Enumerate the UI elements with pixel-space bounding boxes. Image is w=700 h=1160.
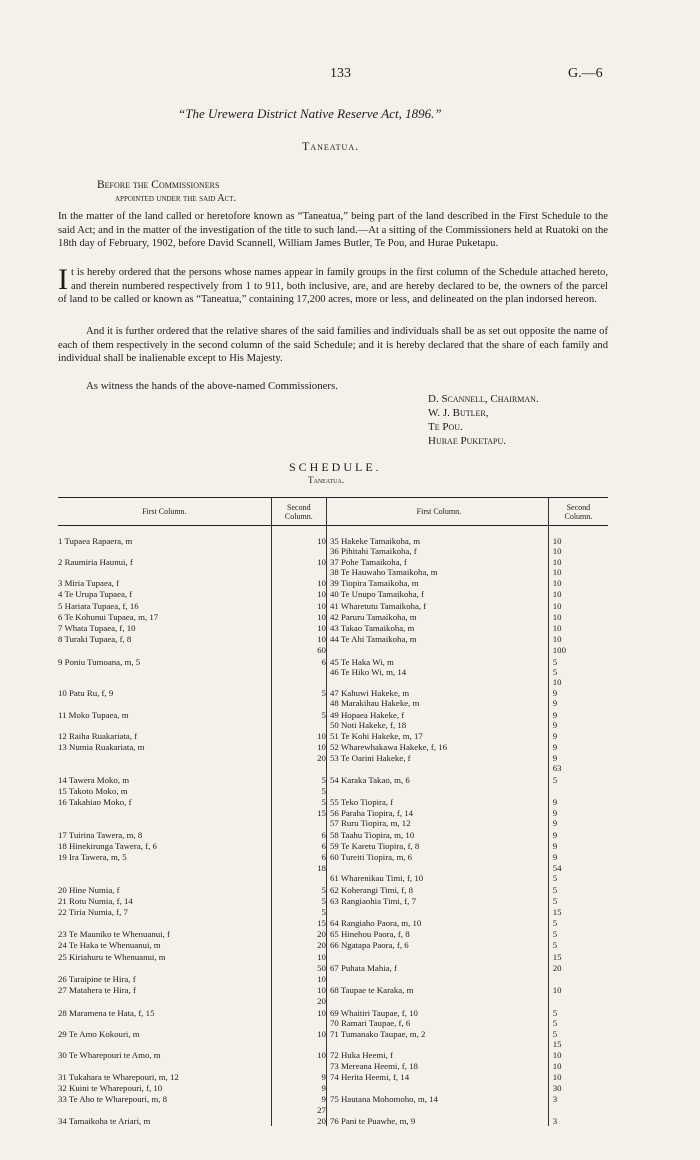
entry-name: 38 Te Hauwaho Tamaikoha, m — [329, 567, 438, 578]
document-reference: G.—6 — [568, 66, 603, 81]
entry-share: 9 — [548, 708, 608, 719]
entry-share: 10 — [548, 1071, 608, 1082]
entry-share: 10 — [271, 1006, 326, 1017]
entry-name — [326, 1082, 548, 1093]
entry-share: 3 — [548, 1093, 608, 1104]
entry-name: 9 Poniu Tumoana, m, 5 — [58, 656, 141, 667]
entry-share: 5 — [548, 895, 608, 906]
entry-share: 5 — [548, 873, 608, 883]
entry-share: 9 — [548, 698, 608, 708]
table-row — [58, 973, 608, 984]
table-row — [58, 773, 608, 784]
entry-name — [58, 962, 271, 973]
entry-share: 9 — [548, 720, 608, 730]
signature-butler: W. J. Butler, — [428, 407, 489, 419]
entry-share: 60 — [271, 644, 326, 655]
entry-share: 5 — [271, 796, 326, 807]
table-row — [58, 995, 608, 1006]
entry-share: 9 — [271, 1071, 326, 1082]
entry-share: 20 — [271, 752, 326, 763]
entry-name — [326, 950, 548, 961]
table-row — [58, 556, 608, 567]
entry-share: 10 — [271, 599, 326, 610]
entry-name: 14 Tawera Moko, m — [58, 774, 130, 785]
table-row — [58, 1018, 608, 1028]
entry-name: 57 Ruru Tiopira, m, 12 — [329, 818, 411, 829]
entry-share: 50 — [271, 962, 326, 973]
entry-name: 6 Te Kohunui Tupaea, m, 17 — [58, 611, 159, 622]
entry-share: 10 — [271, 984, 326, 995]
table-row — [58, 984, 608, 995]
entry-name: 65 Hinehou Paora, f, 8 — [329, 929, 410, 940]
block-title: Taneatua. — [302, 139, 360, 153]
entry-name: 31 Tukahara te Wharepouri, m, 12 — [58, 1071, 179, 1082]
entry-name: 45 Te Haka Wi, m — [329, 656, 394, 667]
entry-name: 68 Taupae te Karaka, m — [329, 985, 414, 996]
entry-share: 9 — [548, 796, 608, 807]
entry-share: 5 — [271, 687, 326, 698]
entry-name: 67 Puhata Mahia, f — [329, 962, 397, 973]
entry-name: 41 Wharetutu Tamaikoha, f — [329, 600, 427, 611]
entry-share: 5 — [548, 928, 608, 939]
entry-name: 44 Te Ahi Tamaikoha, m — [329, 634, 417, 645]
entry-share: 10 — [271, 588, 326, 599]
entry-name: 17 Tuirina Tawera, m, 8 — [58, 829, 143, 840]
entry-share: 9 — [548, 828, 608, 839]
entry-name: 35 Hakeke Tamaikoha, m — [329, 535, 421, 546]
entry-name — [326, 1104, 548, 1115]
entry-share — [548, 973, 608, 984]
schedule-body — [58, 526, 608, 1127]
table-row — [58, 588, 608, 599]
table-row — [58, 1049, 608, 1060]
entry-name — [58, 818, 271, 828]
schedule-subtitle: Taneatua. — [308, 475, 345, 485]
table-row — [58, 1104, 608, 1115]
entry-share — [271, 677, 326, 687]
entry-share: 5 — [548, 1018, 608, 1028]
entry-name: 62 Koherangi Timi, f, 8 — [329, 884, 414, 895]
entry-name — [326, 995, 548, 1006]
entry-name: 29 Te Amo Kokouri, m — [58, 1028, 140, 1039]
entry-name: 2 Raumiria Haunui, f — [58, 556, 133, 567]
entry-name: 42 Paruru Tamaikoha, m — [329, 611, 417, 622]
table-row — [58, 1039, 608, 1049]
entry-share — [271, 546, 326, 556]
entry-name: 30 Te Wharepouri te Amo, m — [58, 1050, 161, 1061]
entry-share: 5 — [548, 667, 608, 677]
entry-name: 32 Kuini te Wharepouri, f, 10 — [58, 1082, 163, 1093]
entry-share: 54 — [548, 862, 608, 873]
table-row — [58, 622, 608, 633]
entry-share: 15 — [548, 1039, 608, 1049]
table-row — [58, 1006, 608, 1017]
table-row — [58, 1028, 608, 1039]
entry-name — [58, 667, 271, 677]
entry-share: 5 — [271, 773, 326, 784]
entry-share: 10 — [548, 556, 608, 567]
entry-name: 72 Huka Heemi, f — [329, 1050, 393, 1061]
table-row — [58, 928, 608, 939]
entry-share: 10 — [548, 546, 608, 556]
header-first-column-right: First Column. — [326, 498, 548, 526]
entry-share: 6 — [271, 851, 326, 862]
entry-share: 9 — [548, 752, 608, 763]
entry-name: 58 Taahu Tiopira, m, 10 — [329, 829, 415, 840]
entry-name: 43 Takao Tamaikoha, m — [329, 623, 415, 633]
entry-name: 55 Teko Tiopira, f — [329, 797, 394, 807]
entry-name — [326, 862, 548, 873]
entry-share: 9 — [271, 1082, 326, 1093]
entry-name: 5 Hariata Tupaea, f, 16 — [58, 600, 139, 611]
entry-share — [271, 567, 326, 577]
entry-share: 5 — [271, 895, 326, 906]
table-row — [58, 1115, 608, 1126]
entry-name — [58, 546, 271, 556]
entry-name — [58, 862, 271, 873]
entry-share: 10 — [548, 677, 608, 687]
entry-share — [271, 873, 326, 883]
entry-name: 61 Wharenikau Timi, f, 10 — [329, 873, 424, 884]
entry-name: 7 Whata Tupaea, f, 10 — [58, 623, 136, 633]
entry-name — [58, 720, 271, 730]
signature-scannell: D. Scannell, Chairman. — [428, 393, 539, 405]
entry-share — [548, 785, 608, 796]
entry-share: 10 — [548, 984, 608, 995]
entry-name: 69 Whaitiri Taupae, f, 10 — [329, 1007, 418, 1018]
entry-share — [271, 698, 326, 708]
act-title: “The Urewera District Native Reserve Act, 1896.” — [178, 106, 442, 121]
entry-share: 10 — [548, 577, 608, 588]
entry-share: 15 — [548, 906, 608, 917]
table-row — [58, 708, 608, 719]
entry-share: 100 — [548, 644, 608, 655]
table-row — [58, 818, 608, 828]
signature-te-pou: Te Pou. — [428, 421, 463, 433]
table-row — [58, 862, 608, 873]
entry-share: 20 — [271, 939, 326, 950]
entry-share — [271, 720, 326, 730]
table-row — [58, 763, 608, 773]
entry-name: 51 Te Kohi Hakeke, m, 17 — [329, 730, 423, 741]
entry-name: 16 Takahiao Moko, f — [58, 797, 132, 807]
intro-paragraph: In the matter of the land called or heretofore known as “Taneatua,” being part of the land described in the First Schedule to the said Act; and in the matter of the investigation of the title to such land.—At a sitting of the Commissioners held at Ruatoki on the 18th day of February, 1902, before David Scannell, William James Butler, Te Pou, and Hurae Puketapu. — [58, 211, 608, 250]
table-row — [58, 883, 608, 894]
table-row — [58, 1082, 608, 1093]
drop-cap: I — [58, 263, 68, 296]
table-row — [58, 567, 608, 577]
schedule-title: SCHEDULE. — [289, 460, 382, 474]
entry-name: 53 Te Oarini Hakeke, f — [329, 753, 411, 764]
entry-name: 13 Numia Ruakariata, m — [58, 742, 145, 753]
table-row — [58, 655, 608, 666]
table-row — [58, 667, 608, 677]
entry-share: 5 — [548, 1006, 608, 1017]
entry-name: 75 Hautana Mohomoho, m, 14 — [329, 1094, 438, 1105]
entry-name — [326, 763, 548, 773]
entry-share: 10 — [271, 577, 326, 588]
entry-share: 10 — [271, 741, 326, 752]
entry-share — [548, 1104, 608, 1115]
table-row — [58, 851, 608, 862]
entry-share: 10 — [548, 622, 608, 633]
entry-share: 5 — [548, 939, 608, 950]
entry-name — [58, 677, 271, 687]
entry-name: 18 Hinekirunga Tawera, f, 6 — [58, 840, 157, 851]
further-paragraph: And it is further ordered that the relative shares of the said families and individuals shall be as set out opposite the name of each of them respectively in the second column of the said Schedule; and it is hereby declared that the share of each family and individual shall be inalienable except to His Majesty. — [58, 326, 608, 365]
table-row — [58, 895, 608, 906]
table-row — [58, 807, 608, 818]
entry-name: 50 Noti Hakeke, f, 18 — [329, 719, 407, 730]
entry-name — [58, 807, 271, 818]
entry-name: 11 Moko Tupaea, m — [58, 709, 129, 720]
entry-share: 15 — [271, 807, 326, 818]
entry-share: 10 — [548, 1049, 608, 1060]
entry-share: 10 — [271, 633, 326, 644]
entry-share: 10 — [271, 1049, 326, 1060]
entry-name — [58, 752, 271, 763]
entry-name: 60 Tureiti Tiopira, m, 6 — [329, 851, 413, 862]
entry-share: 10 — [271, 730, 326, 741]
table-row — [58, 1093, 608, 1104]
entry-name: 10 Patu Ru, f, 9 — [58, 688, 114, 699]
entry-name — [58, 1060, 271, 1070]
entry-name: 22 Tiria Numia, f, 7 — [58, 906, 128, 917]
entry-name: 73 Mereana Heemi, f, 18 — [329, 1060, 418, 1071]
entry-name: 49 Hopaea Hakeke, f — [329, 709, 405, 720]
table-row — [58, 917, 608, 928]
entry-share: 15 — [271, 917, 326, 928]
schedule-table — [58, 497, 608, 1126]
entry-name: 24 Te Haka te Whenuanui, m — [58, 940, 161, 951]
entry-share — [271, 1039, 326, 1049]
entry-share: 9 — [271, 1093, 326, 1104]
table-row — [58, 796, 608, 807]
entry-name: 19 Ira Tawera, m, 5 — [58, 851, 127, 862]
appointed-under-act: appointed under the said Act. — [115, 193, 237, 204]
entry-share: 27 — [271, 1104, 326, 1115]
signature-puketapu: Hurae Puketapu. — [428, 435, 507, 447]
entry-name: 37 Pohe Tamaikoha, f — [329, 556, 407, 567]
table-row — [58, 873, 608, 883]
entry-share: 10 — [271, 973, 326, 984]
entry-name: 21 Rotu Numia, f, 14 — [58, 895, 133, 906]
entry-name: 52 Wharewhakawa Hakeke, f, 16 — [329, 742, 448, 753]
table-row — [58, 741, 608, 752]
entry-share: 9 — [548, 687, 608, 698]
entry-name: 1 Tupaea Rapaera, m — [58, 535, 133, 546]
entry-name: 71 Tumanako Taupae, m, 2 — [329, 1028, 426, 1039]
table-row — [58, 611, 608, 622]
entry-name: 48 Marakihau Hakeke, m — [329, 698, 420, 709]
entry-name: 76 Pani te Puawhe, m, 9 — [329, 1116, 416, 1127]
entry-share: 5 — [271, 708, 326, 719]
table-row — [58, 752, 608, 763]
page-number: 133 — [330, 66, 351, 81]
entry-name: 54 Karaka Takao, m, 6 — [329, 774, 410, 785]
entry-share: 10 — [271, 950, 326, 961]
entry-share: 30 — [548, 1082, 608, 1093]
before-commissioners: Before the Commissioners — [97, 179, 220, 191]
entry-share: 10 — [548, 599, 608, 610]
table-row — [58, 633, 608, 644]
entry-share: 10 — [548, 588, 608, 599]
entry-share: 6 — [271, 655, 326, 666]
entry-share: 18 — [271, 862, 326, 873]
entry-share — [548, 995, 608, 1006]
table-row — [58, 785, 608, 796]
entry-share — [271, 667, 326, 677]
entry-name — [326, 973, 548, 984]
entry-name: 34 Tamaikoha te Ariari, m — [58, 1116, 151, 1127]
entry-name — [326, 785, 548, 796]
entry-name: 39 Tiopira Tamaikoha, m — [329, 578, 419, 589]
entry-name: 25 Kiriahuru te Whenuanui, m — [58, 951, 166, 962]
entry-share: 20 — [271, 1115, 326, 1126]
table-header-row — [58, 498, 608, 526]
entry-name — [326, 644, 548, 655]
entry-share: 9 — [548, 818, 608, 828]
entry-share: 9 — [548, 840, 608, 851]
entry-name: 64 Rangiaho Paora, m, 10 — [329, 918, 422, 929]
entry-share: 9 — [548, 730, 608, 741]
table-row — [58, 950, 608, 961]
entry-name: 63 Rangiaohia Timi, f, 7 — [329, 895, 416, 906]
entry-share: 10 — [271, 611, 326, 622]
entry-share: 10 — [548, 633, 608, 644]
entry-name: 20 Hine Numia, f — [58, 884, 120, 895]
order-paragraph — [58, 263, 608, 307]
header-first-column: First Column. — [58, 498, 271, 526]
table-row — [58, 687, 608, 698]
entry-share: 9 — [548, 807, 608, 818]
entry-name — [326, 677, 548, 687]
table-row — [58, 698, 608, 708]
entry-share: 5 — [548, 1028, 608, 1039]
entry-share: 5 — [271, 906, 326, 917]
entry-share: 10 — [548, 526, 608, 546]
table-row — [58, 644, 608, 655]
entry-share: 10 — [271, 526, 326, 546]
witness-line: As witness the hands of the above-named Commissioners. — [86, 380, 338, 392]
entry-share: 20 — [548, 962, 608, 973]
entry-name: 3 Miria Tupaea, f — [58, 578, 120, 589]
table-row — [58, 828, 608, 839]
entry-share: 5 — [548, 917, 608, 928]
entry-name: 59 Te Karetu Tiopira, f, 8 — [329, 840, 420, 851]
entry-share — [271, 818, 326, 828]
table-row — [58, 1060, 608, 1070]
entry-name: 26 Taraipine te Hira, f — [58, 974, 136, 984]
entry-share: 5 — [548, 655, 608, 666]
entry-share — [271, 1018, 326, 1028]
order-text: t is hereby ordered that the persons whose names appear in family groups in the first column of the Schedule attached hereto, and therein numbered respectively from 1 to 911, both inclusive, are, and are hereby declared to be, the owners of the parcel of land to be called or known as “Taneatua,” containing 17,200 acres, more or less, and delineated on the plan indorsed hereon. — [58, 267, 608, 306]
entry-share — [271, 763, 326, 773]
entry-share: 63 — [548, 763, 608, 773]
entry-name — [58, 1104, 271, 1115]
table-row — [58, 577, 608, 588]
entry-share: 10 — [271, 622, 326, 633]
entry-share: 10 — [271, 556, 326, 567]
entry-share: 5 — [548, 773, 608, 784]
entry-name — [58, 873, 271, 883]
entry-name — [326, 1039, 548, 1049]
entry-share: 6 — [271, 828, 326, 839]
table-row — [58, 962, 608, 973]
entry-name — [58, 644, 271, 655]
table-row — [58, 1071, 608, 1082]
entry-share: 5 — [548, 883, 608, 894]
table-row — [58, 599, 608, 610]
table-row — [58, 546, 608, 556]
entry-name: 27 Matahera te Hira, f — [58, 985, 136, 996]
entry-name: 40 Te Unupo Tamaikoha, f — [329, 589, 424, 600]
entry-share: 10 — [548, 567, 608, 577]
entry-name: 66 Ngatapa Paora, f, 6 — [329, 940, 409, 951]
entry-name: 33 Te Aho te Wharepouri, m, 8 — [58, 1094, 167, 1105]
entry-name: 46 Te Hiko Wi, m, 14 — [329, 666, 407, 677]
table-row — [58, 526, 608, 546]
entry-name — [58, 1018, 271, 1028]
entry-name: 8 Turaki Tupaea, f, 8 — [58, 634, 132, 645]
entry-name — [58, 1039, 271, 1049]
entry-share: 15 — [548, 950, 608, 961]
table-row — [58, 840, 608, 851]
entry-name: 23 Te Mauniko te Whenuanui, f — [58, 929, 170, 940]
signature-block — [428, 392, 539, 448]
entry-name: 15 Takoto Moko, m — [58, 785, 128, 796]
table-row — [58, 720, 608, 730]
entry-share: 20 — [271, 995, 326, 1006]
entry-name: 70 Ramari Taupae, f, 6 — [329, 1017, 411, 1028]
entry-name — [58, 567, 271, 577]
entry-share: 5 — [271, 883, 326, 894]
entry-name — [58, 995, 271, 1006]
entry-share: 5 — [271, 785, 326, 796]
entry-name: 28 Maramena te Hata, f, 15 — [58, 1007, 155, 1018]
entry-share: 10 — [271, 1028, 326, 1039]
entry-name — [58, 917, 271, 928]
entry-share: 9 — [548, 741, 608, 752]
entry-share: 9 — [548, 851, 608, 862]
entry-name — [58, 698, 271, 708]
entry-name: 12 Raiha Ruakariata, f — [58, 730, 138, 741]
entry-share: 3 — [548, 1115, 608, 1126]
entry-share: 6 — [271, 840, 326, 851]
entry-name: 36 Pihitahi Tamaikoha, f — [329, 545, 417, 556]
entry-name — [326, 906, 548, 917]
entry-share: 20 — [271, 928, 326, 939]
entry-share: 10 — [548, 611, 608, 622]
entry-share: 10 — [548, 1060, 608, 1070]
table-row — [58, 730, 608, 741]
entry-name: 47 Kahuwi Hakeke, m — [329, 688, 410, 699]
table-row — [58, 677, 608, 687]
header-second-column-right: Second Column. — [548, 498, 608, 526]
entry-name: 56 Paraha Tiopira, f, 14 — [329, 808, 414, 819]
entry-name — [58, 763, 271, 773]
entry-share — [271, 1060, 326, 1070]
entry-name: 74 Herita Heemi, f, 14 — [329, 1071, 410, 1082]
table-row — [58, 906, 608, 917]
header-second-column: Second Column. — [271, 498, 326, 526]
table-row — [58, 939, 608, 950]
entry-name: 4 Te Urupa Tupaea, f — [58, 589, 133, 600]
